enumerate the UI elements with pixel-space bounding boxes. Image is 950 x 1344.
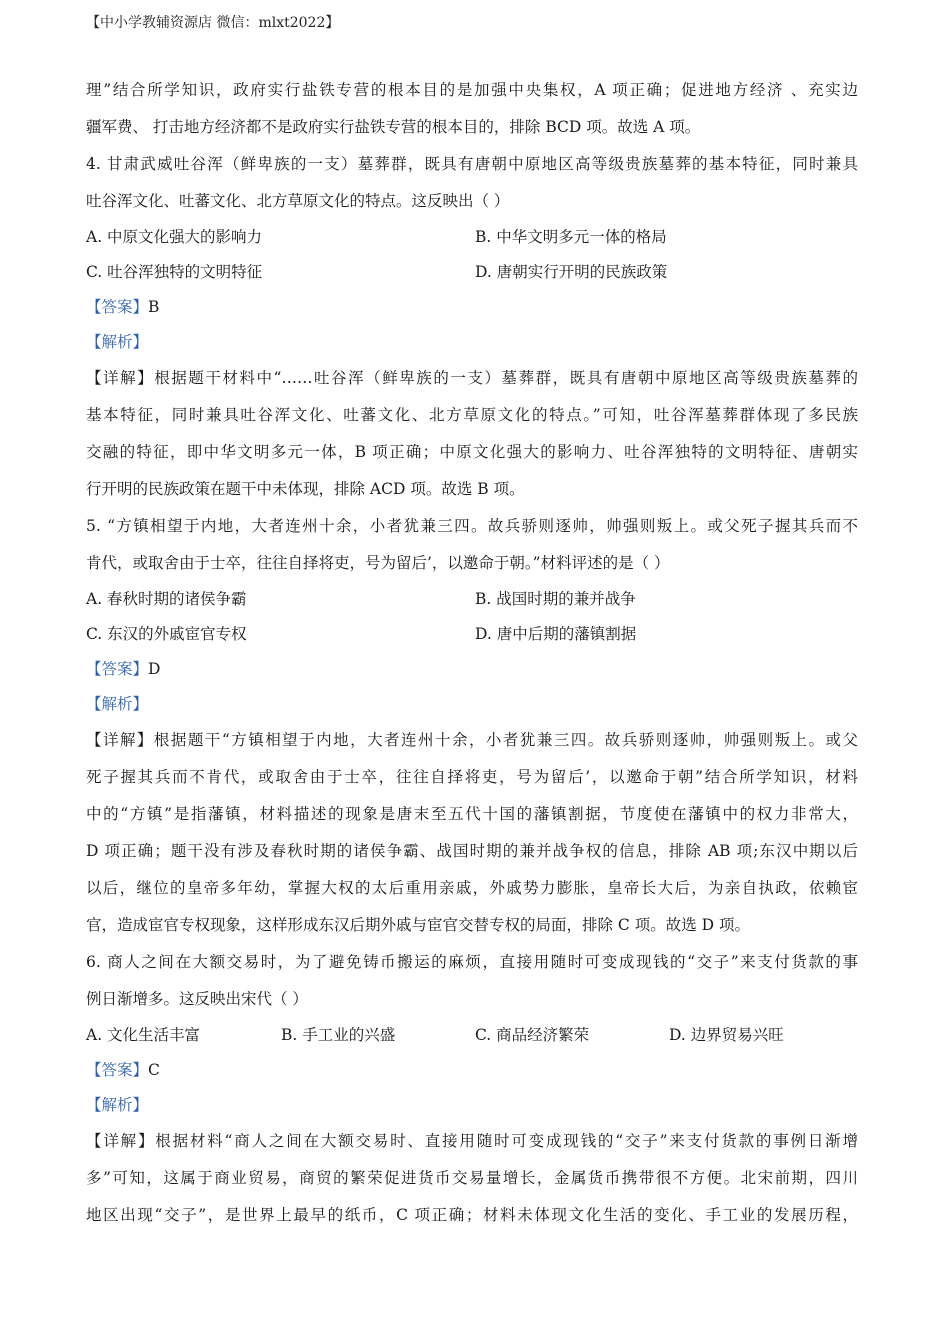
question-4-detail: 交融的特征，即中华文明多元一体，B 项正确；中原文化强大的影响力、吐谷浑独特的文明特征、唐朝实 <box>86 443 858 461</box>
analysis-label: 【解析】 <box>86 1096 149 1114</box>
question-6-options-row <box>86 1018 858 1053</box>
question-6-detail: 地区出现“交子”，是世界上最早的纸币，C 项正确；材料未体现文化生活的变化、手工业的发展历程， <box>86 1206 858 1224</box>
question-5-detail: 死子握其兵而不肯代，或取舍由于士卒，往往自择将吏，号为留后’，以邀命于朝”结合所学知识，材料 <box>86 768 858 786</box>
option-c: C. 商品经济繁荣 <box>475 1026 590 1044</box>
detail-text: 根据题干材料中“……吐谷浑（鲜卑族的一支）墓葬群，既具有唐朝中原地区高等级贵族墓葬的 <box>154 369 858 387</box>
question-4-detail <box>86 360 858 397</box>
analysis-label: 【解析】 <box>86 333 149 351</box>
question-5-options-row-2 <box>86 617 858 652</box>
question-5-detail: 中的“方镇”是指藩镇，材料描述的现象是唐末至五代十国的藩镇割据，节度使在藩镇中的权力非常大， <box>86 805 858 823</box>
question-6-stem: 6. 商人之间在大额交易时，为了避免铸币搬运的麻烦，直接用随时可变成现钱的“交子”来支付货款的事 <box>86 953 858 971</box>
option-b: B. 战国时期的兼并战争 <box>475 590 636 608</box>
answer-label: 【答案】 <box>86 660 149 678</box>
detail-text: 根据材料“商人之间在大额交易时、直接用随时可变成现钱的“交子”来支付货款的事例日渐增 <box>155 1132 858 1150</box>
detail-label: 【详解】 <box>86 369 155 387</box>
question-5-detail <box>86 722 858 759</box>
question-5-stem: 肯代，或取舍由于士卒，往往自择将吏，号为留后’，以邀命于朝。”材料评述的是（ ） <box>86 554 670 572</box>
option-c: C. 吐谷浑独特的文明特征 <box>86 263 263 281</box>
option-b: B. 手工业的兴盛 <box>281 1026 396 1044</box>
option-d: D. 边界贸易兴旺 <box>669 1026 784 1044</box>
detail-label: 【详解】 <box>86 731 154 749</box>
question-5-detail: 以后，继位的皇帝多年幼，掌握大权的太后重用亲戚，外戚势力膨胀，皇帝长大后，为亲自执政，依赖宦 <box>86 879 858 897</box>
answer-label: 【答案】 <box>86 298 149 316</box>
paragraph-line: 疆军费、 打击地方经济都不是政府实行盐铁专营的根本目的，排除 BCD 项。故选 A 项。 <box>86 118 701 136</box>
question-5-detail: D 项正确；题干没有涉及春秋时期的诸侯争霸、战国时期的兼并战争权的信息，排除 AB 项;东汉中期以后 <box>86 842 858 860</box>
question-4-detail: 行开明的民族政策在题干中未体现，排除 ACD 项。故选 B 项。 <box>86 480 525 498</box>
document-body <box>86 72 858 1234</box>
question-5-detail: 官，造成宦官专权现象，这样形成东汉后期外戚与宦官交替专权的局面，排除 C 项。故选 D 项。 <box>86 916 750 934</box>
option-d: D. 唐朝实行开明的民族政策 <box>475 263 668 281</box>
option-a: A. 文化生活丰富 <box>86 1026 201 1044</box>
option-b: B. 中华文明多元一体的格局 <box>475 228 667 246</box>
page-header: 【中小学教辅资源店 微信：mlxt2022】 <box>86 15 340 31</box>
question-4-detail: 基本特征，同时兼具吐谷浑文化、吐蕃文化、北方草原文化的特点。”可知，吐谷浑墓葬群体现了多民族 <box>86 406 858 424</box>
question-5-answer <box>86 652 858 687</box>
question-4-answer <box>86 290 858 325</box>
paragraph-line: 理”结合所学知识，政府实行盐铁专营的根本目的是加强中央集权，A 项正确；促进地方经济 、充实边 <box>86 81 858 99</box>
question-6-stem: 例日渐增多。这反映出宋代（ ） <box>86 990 308 1008</box>
answer-value: B <box>148 298 160 316</box>
analysis-label: 【解析】 <box>86 695 149 713</box>
question-4-options-row-1 <box>86 220 858 255</box>
option-d: D. 唐中后期的藩镇割据 <box>475 625 637 643</box>
question-6-answer <box>86 1053 858 1088</box>
question-4-stem: 吐谷浑文化、吐蕃文化、北方草原文化的特点。这反映出（ ） <box>86 192 510 210</box>
option-c: C. 东汉的外戚宦官专权 <box>86 625 247 643</box>
answer-label: 【答案】 <box>86 1061 149 1079</box>
question-6-detail: 多”可知，这属于商业贸易，商贸的繁荣促进货币交易量增长，金属货币携带很不方便。北宋前期，四川 <box>86 1169 858 1187</box>
option-a: A. 春秋时期的诸侯争霸 <box>86 590 247 608</box>
option-a: A. 中原文化强大的影响力 <box>86 228 263 246</box>
question-4-options-row-2 <box>86 255 858 290</box>
answer-value: C <box>148 1061 160 1079</box>
detail-label: 【详解】 <box>86 1132 156 1150</box>
question-5-options-row-1 <box>86 582 858 617</box>
question-4-stem: 4. 甘肃武威吐谷浑（鲜卑族的一支）墓葬群，既具有唐朝中原地区高等级贵族墓葬的基本特征，同时兼具 <box>86 155 858 173</box>
answer-value: D <box>148 660 161 678</box>
detail-text: 根据题干“方镇相望于内地，大者连州十余，小者犹兼三四。故兵骄则逐帅，帅强则叛上。或父 <box>153 731 858 749</box>
question-5-stem: 5. “方镇相望于内地，大者连州十余，小者犹兼三四。故兵骄则逐帅，帅强则叛上。或父死子握其兵而不 <box>86 517 858 535</box>
question-6-detail <box>86 1123 858 1160</box>
